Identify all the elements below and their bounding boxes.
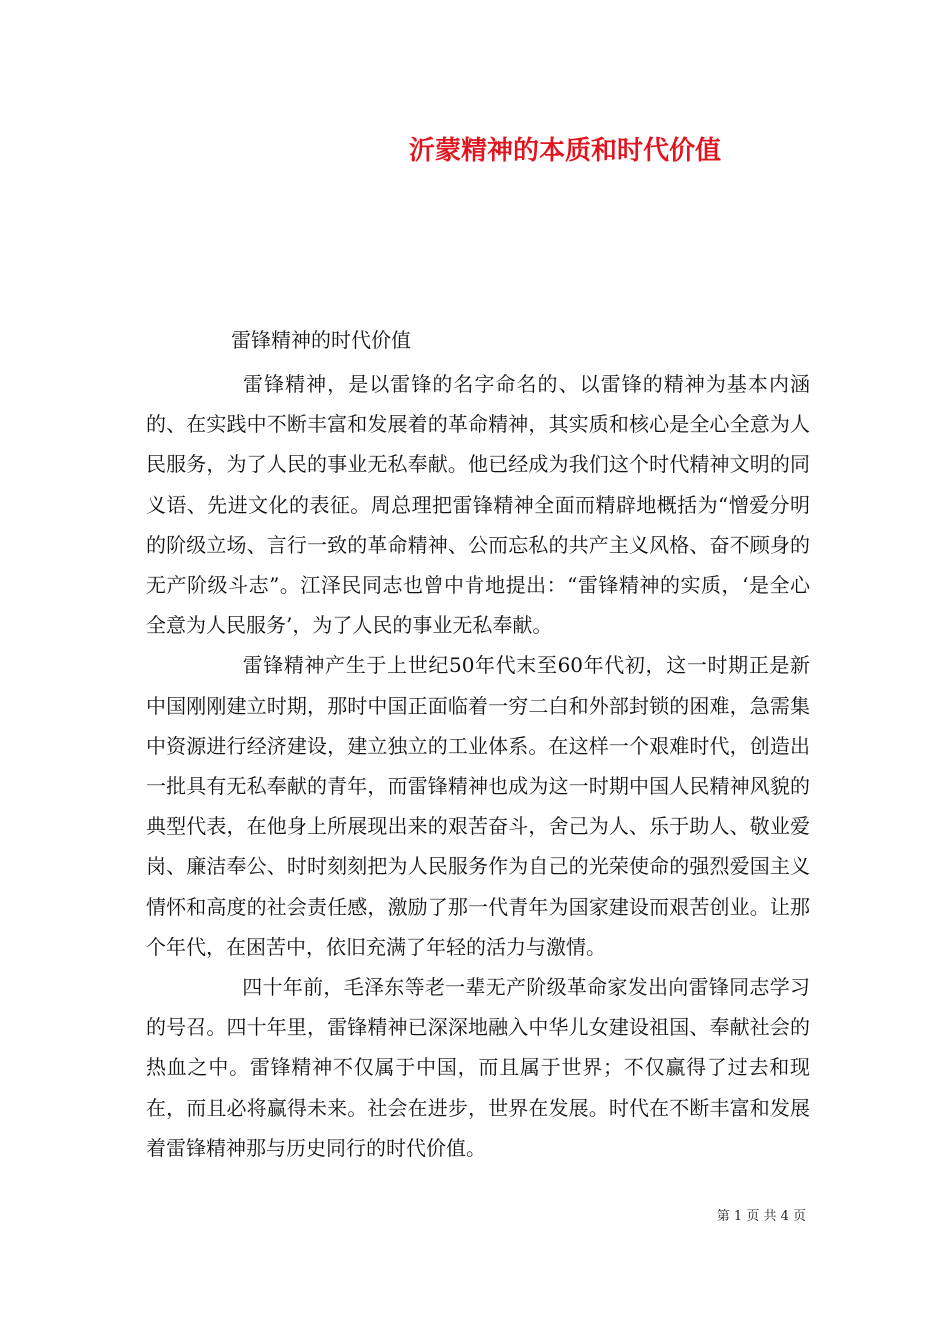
paragraph-text: 四十年前，毛泽东等老一辈无产阶级革命家发出向雷锋同志学习的号召。四十年里，雷锋精神已深深地融入中华儿女建设祖国、奉献社会的热血之中。雷锋精神不仅属于中国，而且属于世界；不仅赢得了过去和现在，而且必将赢得未来。社会在进步，世界在发展。时代在不断丰富和发展着雷锋精神那与历史同行的时代价值。: [146, 975, 810, 1160]
page-number-footer: 第 1 页 共 4 页: [716, 1209, 806, 1224]
paragraph: [146, 364, 810, 645]
section-heading: 雷锋精神的时代价值: [231, 328, 411, 352]
paragraph: [146, 645, 810, 967]
paragraph-text: 雷锋精神，是以雷锋的名字命名的、以雷锋的精神为基本内涵的、在实践中不断丰富和发展着的革命精神，其实质和核心是全心全意为人民服务，为了人民的事业无私奉献。他已经成为我们这个时代精神文明的同义语、先进文化的表征。周总理把雷锋精神全面而精辟地概括为“憎爱分明的阶级立场、言行一致的革命精神、公而忘私的共产主义风格、奋不顾身的无产阶级斗志”。江泽民同志也曾中肯地提出：“雷锋精神的实质，‘是全心全意为人民服务’，为了人民的事业无私奉献。: [146, 372, 810, 638]
paragraph: [146, 967, 810, 1168]
paragraph-text: 雷锋精神产生于上世纪50年代末至60年代初，这一时期正是新中国刚刚建立时期，那时中国正面临着一穷二白和外部封锁的困难，急需集中资源进行经济建设，建立独立的工业体系。在这样一个艰难时代，创造出一批具有无私奉献的青年，而雷锋精神也成为这一时期中国人民精神风貌的典型代表，在他身上所展现出来的艰苦奋斗，舍己为人、乐于助人、敬业爱岗、廉洁奉公、时时刻刻把为人民服务作为自己的光荣使命的强烈爱国主义情怀和高度的社会责任感，激励了那一代青年为国家建设而艰苦创业。让那个年代，在困苦中，依旧充满了年轻的活力与激情。: [146, 653, 810, 959]
document-title: 沂蒙精神的本质和时代价值: [408, 136, 721, 166]
document-body: [146, 364, 810, 1168]
